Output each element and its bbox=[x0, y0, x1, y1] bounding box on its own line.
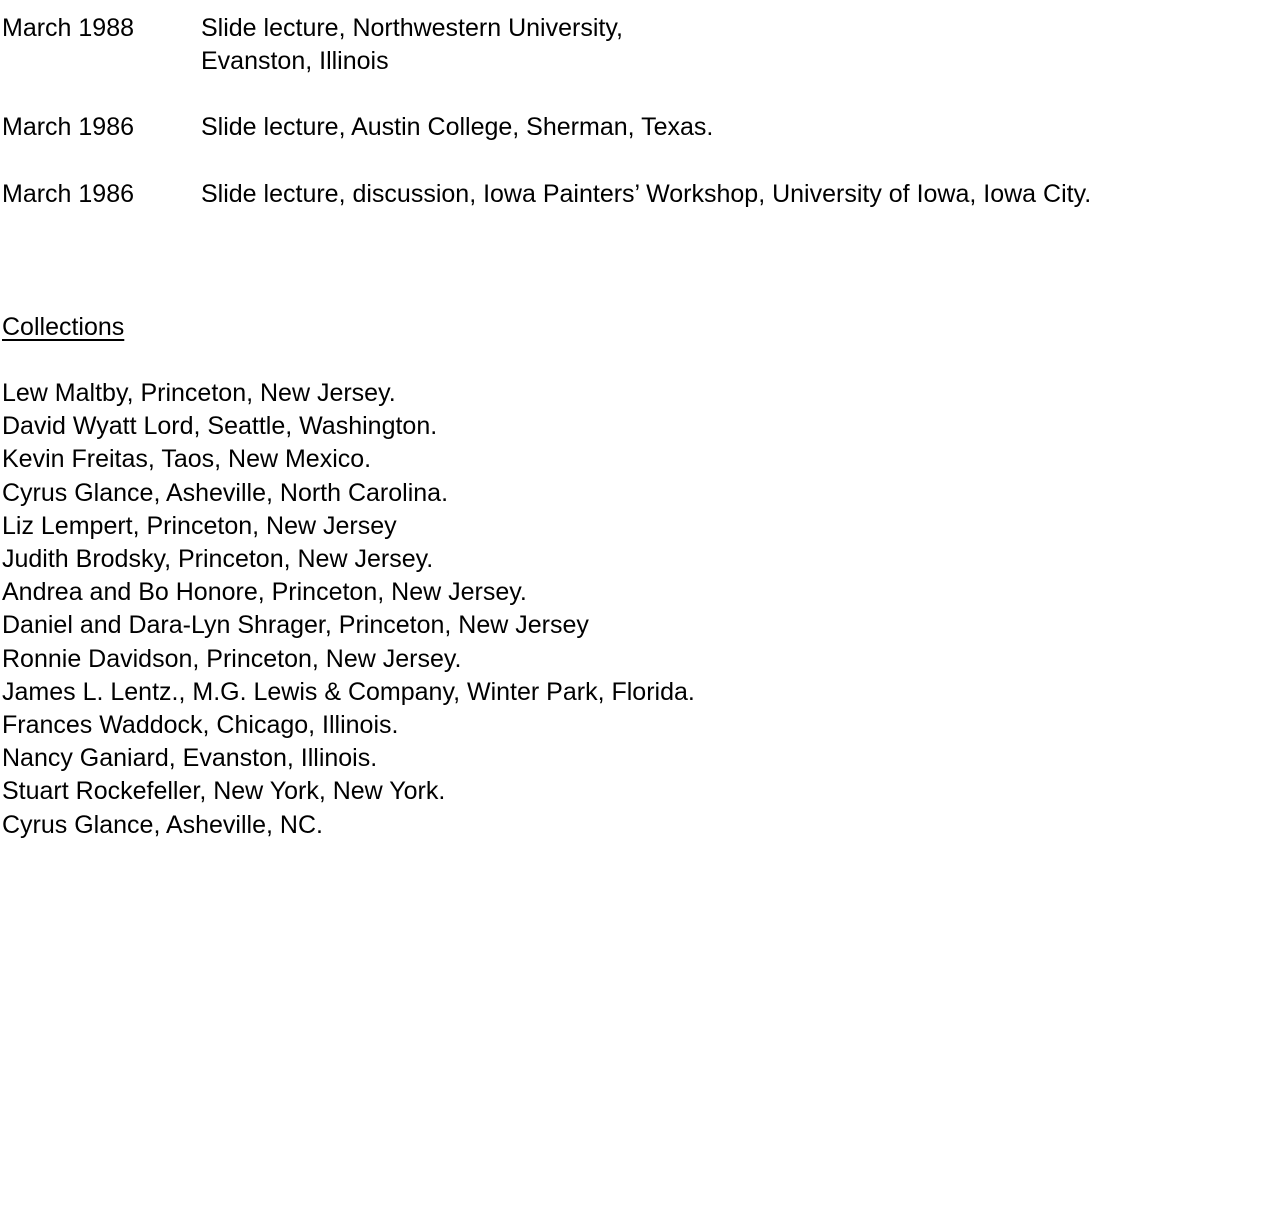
lecture-date: March 1986 bbox=[2, 179, 135, 208]
lecture-list bbox=[2, 12, 1262, 211]
collection-item: Frances Waddock, Chicago, Illinois. bbox=[2, 711, 399, 740]
collection-item: Cyrus Glance, Asheville, North Carolina. bbox=[2, 478, 449, 507]
lecture-entry bbox=[2, 178, 1262, 211]
document-page bbox=[2, 12, 1262, 842]
collection-item: Judith Brodsky, Princeton, New Jersey. bbox=[2, 545, 434, 574]
collection-item: David Wyatt Lord, Seattle, Washington. bbox=[2, 412, 438, 441]
lecture-description-line: Slide lecture, Northwestern University, bbox=[201, 14, 623, 42]
collection-item: Cyrus Glance, Asheville, NC. bbox=[2, 810, 323, 839]
collection-item: Kevin Freitas, Taos, New Mexico. bbox=[2, 445, 372, 474]
lecture-description-line: Slide lecture, Austin College, Sherman, Texas. bbox=[201, 113, 714, 142]
collection-item: Nancy Ganiard, Evanston, Illinois. bbox=[2, 744, 378, 773]
lecture-date: March 1988 bbox=[2, 14, 135, 42]
lecture-description-line: Evanston, Illinois bbox=[201, 47, 389, 76]
collection-item: Ronnie Davidson, Princeton, New Jersey. bbox=[2, 644, 462, 673]
lecture-date: March 1986 bbox=[2, 113, 135, 142]
collection-item: Daniel and Dara-Lyn Shrager, Princeton, New Jersey bbox=[2, 611, 589, 640]
lecture-description-line: Slide lecture, discussion, Iowa Painters’ Workshop, University of Iowa, Iowa City. bbox=[201, 179, 1092, 208]
collection-item: Andrea and Bo Honore, Princeton, New Jersey. bbox=[2, 578, 527, 607]
lecture-description bbox=[201, 178, 1091, 211]
collections-heading: Collections bbox=[2, 312, 125, 341]
lecture-description bbox=[201, 111, 713, 144]
collections-list bbox=[2, 377, 1262, 842]
lecture-description bbox=[201, 12, 623, 78]
collection-item: Stuart Rockefeller, New York, New York. bbox=[2, 777, 446, 806]
collection-item: James L. Lentz., M.G. Lewis & Company, Winter Park, Florida. bbox=[2, 677, 695, 706]
lecture-entry bbox=[2, 111, 1262, 144]
collection-item: Lew Maltby, Princeton, New Jersey. bbox=[2, 379, 396, 408]
lecture-entry bbox=[2, 12, 1262, 78]
collection-item: Liz Lempert, Princeton, New Jersey bbox=[2, 511, 397, 540]
